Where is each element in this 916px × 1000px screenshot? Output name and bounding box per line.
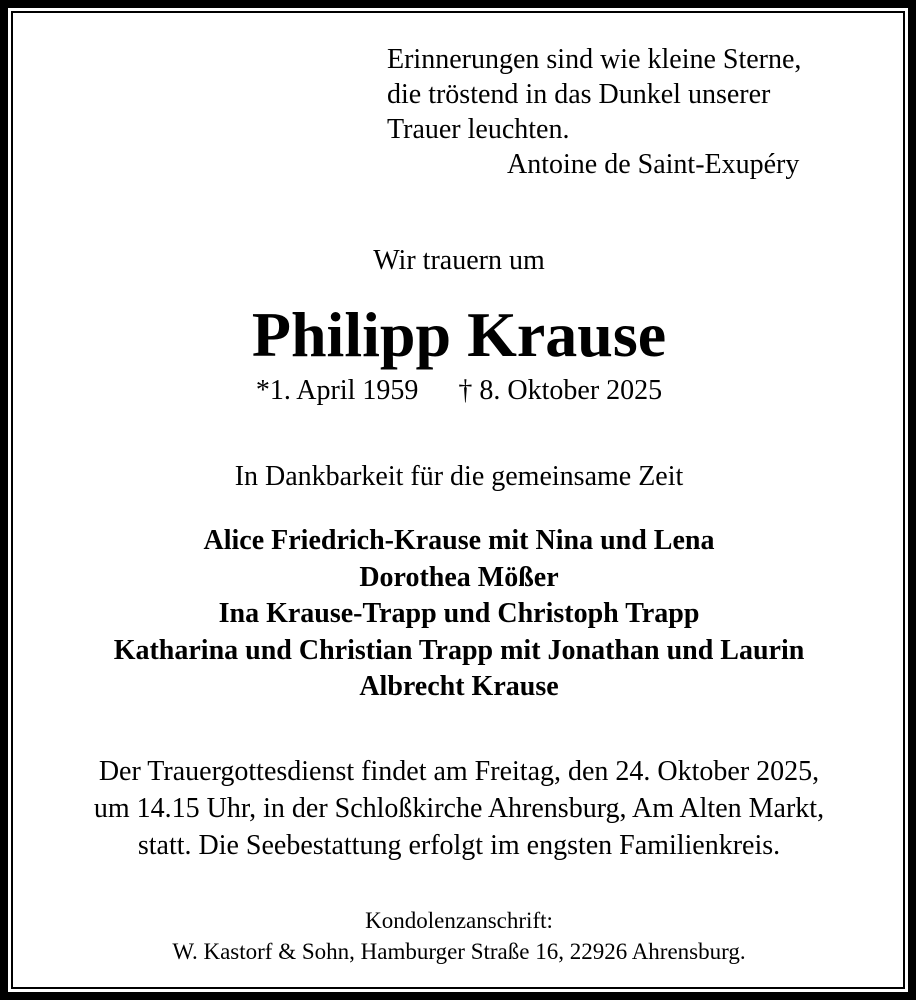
life-dates [13, 373, 905, 409]
mourner-line: Ina Krause-Trapp und Christoph Trapp [218, 598, 700, 629]
quote-author: Antoine de Saint-Exupéry [507, 149, 800, 180]
service-line: Der Trauergottesdienst findet am Freitag, den 24. Oktober 2025, [98, 756, 820, 787]
gratitude-text: In Dankbarkeit für die gemeinsame Zeit [234, 461, 684, 492]
service-line: statt. Die Seebestattung erfolgt im engsten Familienkreis. [137, 830, 781, 861]
mourner-line: Alice Friedrich-Krause mit Nina und Lena [203, 525, 715, 556]
service-info [13, 753, 905, 864]
mourner-line: Albrecht Krause [359, 671, 559, 702]
mourners-list [13, 523, 905, 706]
service-line: um 14.15 Uhr, in der Schloßkirche Ahrensburg, Am Alten Markt, [93, 793, 825, 824]
obituary-notice [11, 11, 905, 989]
birth-date: *1. April 1959 [255, 375, 419, 406]
mourner-line: Dorothea Mößer [359, 561, 559, 593]
quote-line: die tröstend in das Dunkel unserer [387, 79, 771, 110]
condolence-address-line: W. Kastorf & Sohn, Hamburger Straße 16, 22926 Ahrensburg. [172, 939, 746, 964]
notice-content [13, 13, 903, 987]
epigraph-quote [387, 42, 801, 182]
condolence-address [13, 905, 905, 967]
quote-line: Trauer leuchten. [387, 114, 570, 145]
mourner-line: Katharina und Christian Trapp mit Jonathan und Laurin [113, 634, 805, 666]
condolence-label: Kondolenzanschrift: [365, 908, 553, 933]
death-date: † 8. Oktober 2025 [458, 375, 663, 406]
intro-text: Wir trauern um [373, 245, 545, 276]
deceased-name: Philipp Krause [251, 299, 667, 370]
quote-line: Erinnerungen sind wie kleine Sterne, [387, 44, 802, 75]
